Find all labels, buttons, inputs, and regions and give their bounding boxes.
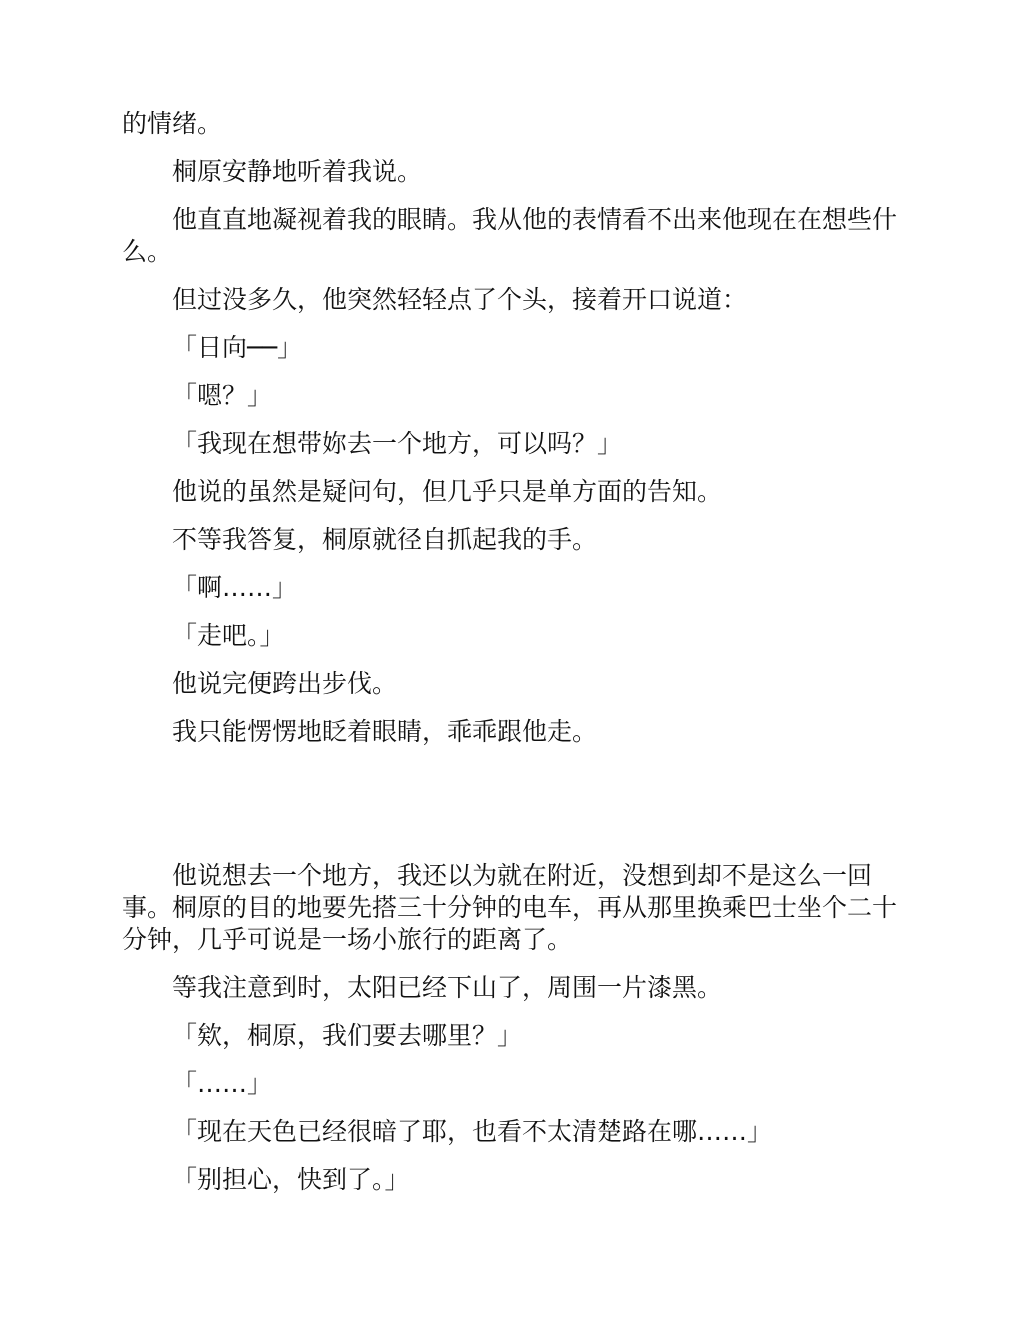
paragraph-9: 「啊……」 bbox=[172, 573, 298, 602]
paragraph-14: 等我注意到时，太阳已经下山了，周围一片漆黑。 bbox=[172, 973, 723, 1002]
paragraph-0: 的情绪。 bbox=[122, 109, 223, 138]
paragraph-16: 「……」 bbox=[172, 1069, 273, 1098]
paragraph-7: 他说的虽然是疑问句，但几乎只是单方面的告知。 bbox=[172, 477, 723, 506]
paragraph-4: 「日向──」 bbox=[172, 333, 303, 362]
paragraph-18: 「别担心，快到了。」 bbox=[172, 1165, 410, 1194]
paragraph-12: 我只能愣愣地眨着眼睛，乖乖跟他走。 bbox=[172, 717, 598, 746]
paragraph-8: 不等我答复，桐原就径自抓起我的手。 bbox=[172, 525, 598, 554]
paragraph-10: 「走吧。」 bbox=[172, 621, 285, 650]
paragraph-17: 「现在天色已经很暗了耶，也看不太清楚路在哪……」 bbox=[172, 1117, 773, 1146]
paragraph-11: 他说完便跨出步伐。 bbox=[172, 669, 398, 698]
paragraph-6: 「我现在想带妳去一个地方，可以吗？」 bbox=[172, 429, 623, 458]
paragraph-13: 他说想去一个地方，我还以为就在附近，没想到却不是这么一回事。桐原的目的地要先搭三十分钟的电车，再从那里换乘巴士坐个二十分钟，几乎可说是一场小旅行的距离了。 bbox=[122, 861, 898, 954]
paragraph-15: 「欸，桐原，我们要去哪里？」 bbox=[172, 1021, 523, 1050]
paragraph-3: 但过没多久，他突然轻轻点了个头，接着开口说道： bbox=[172, 285, 748, 314]
paragraph-2: 他直直地凝视着我的眼睛。我从他的表情看不出来他现在在想些什么。 bbox=[122, 205, 898, 266]
paragraph-5: 「嗯？」 bbox=[172, 381, 273, 410]
paragraph-1: 桐原安静地听着我说。 bbox=[172, 157, 423, 186]
